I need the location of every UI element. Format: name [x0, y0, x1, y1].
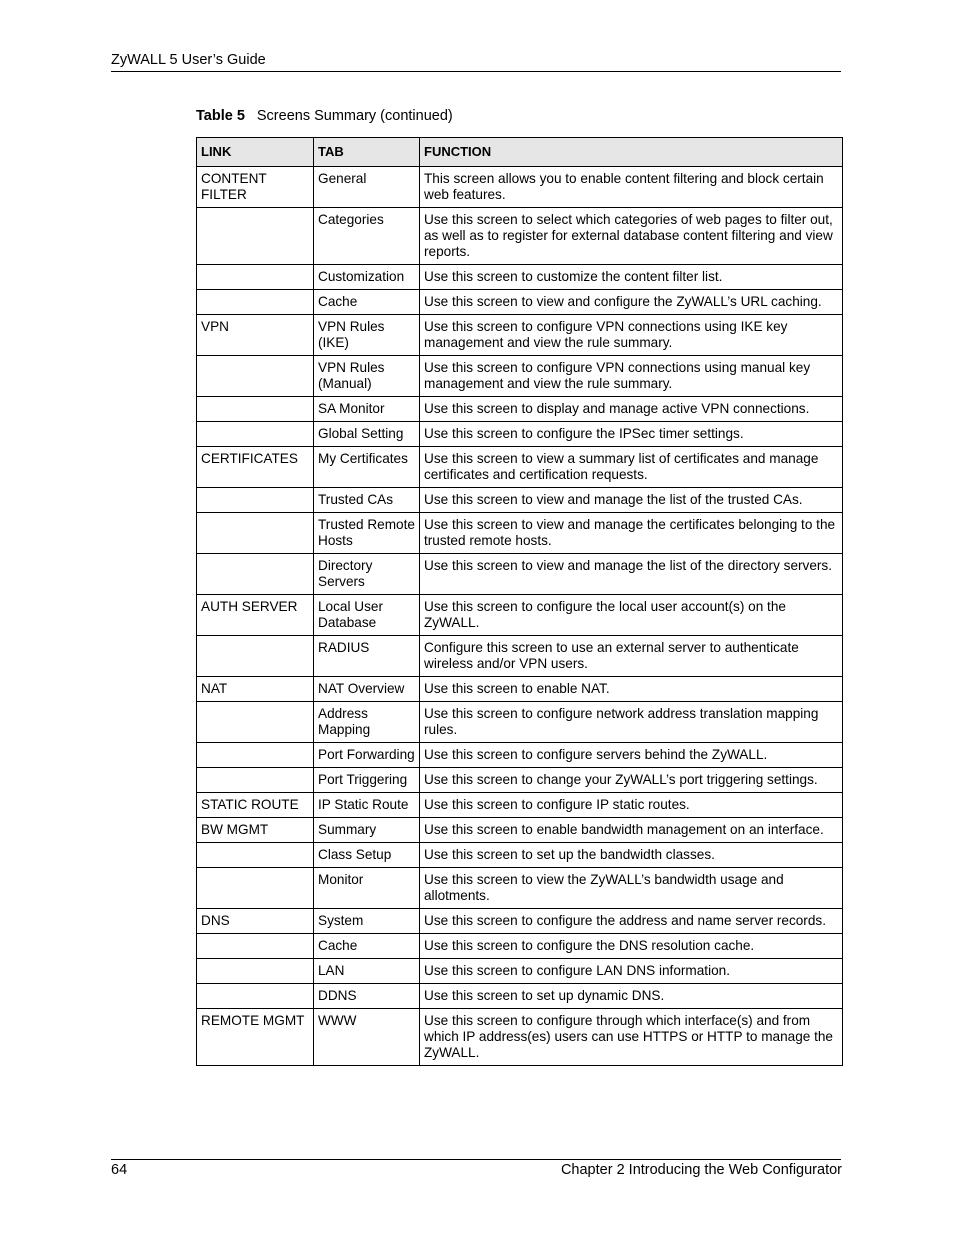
cell-tab: Categories: [314, 208, 420, 265]
cell-link: [197, 636, 314, 677]
cell-tab: VPN Rules (Manual): [314, 356, 420, 397]
cell-link: [197, 768, 314, 793]
table-body: [197, 167, 843, 1066]
cell-link: [197, 984, 314, 1009]
cell-function: This screen allows you to enable content filtering and block certain web features.: [420, 167, 843, 208]
cell-function: Use this screen to view and manage the list of the trusted CAs.: [420, 488, 843, 513]
cell-function: Use this screen to configure VPN connections using manual key management and view the rule summary.: [420, 356, 843, 397]
column-header-function: FUNCTION: [420, 138, 843, 167]
cell-function: Use this screen to view and configure the ZyWALL’s URL caching.: [420, 290, 843, 315]
cell-link: [197, 422, 314, 447]
cell-tab: Customization: [314, 265, 420, 290]
table-row: [197, 636, 843, 677]
cell-tab: LAN: [314, 959, 420, 984]
cell-function: Use this screen to view and manage the certificates belonging to the trusted remote hosts.: [420, 513, 843, 554]
cell-function: Use this screen to configure the address and name server records.: [420, 909, 843, 934]
cell-link: BW MGMT: [197, 818, 314, 843]
table-row: [197, 909, 843, 934]
cell-link: [197, 356, 314, 397]
table-row: [197, 595, 843, 636]
cell-link: REMOTE MGMT: [197, 1009, 314, 1066]
table-row: [197, 422, 843, 447]
table-row: [197, 397, 843, 422]
cell-function: Use this screen to configure IP static routes.: [420, 793, 843, 818]
cell-tab: Cache: [314, 290, 420, 315]
cell-link: [197, 843, 314, 868]
cell-tab: Port Triggering: [314, 768, 420, 793]
cell-function: Use this screen to select which categories of web pages to filter out, as well as to register for external database content filtering and view reports.: [420, 208, 843, 265]
cell-function: Use this screen to set up the bandwidth classes.: [420, 843, 843, 868]
cell-tab: IP Static Route: [314, 793, 420, 818]
cell-tab: Local User Database: [314, 595, 420, 636]
table-row: [197, 554, 843, 595]
table-row: [197, 488, 843, 513]
table-row: [197, 768, 843, 793]
cell-function: Use this screen to view and manage the list of the directory servers.: [420, 554, 843, 595]
screens-summary-table: [196, 137, 843, 1066]
cell-tab: System: [314, 909, 420, 934]
table-row: [197, 743, 843, 768]
cell-function: Use this screen to display and manage active VPN connections.: [420, 397, 843, 422]
cell-tab: NAT Overview: [314, 677, 420, 702]
cell-link: [197, 513, 314, 554]
cell-link: [197, 934, 314, 959]
cell-tab: VPN Rules (IKE): [314, 315, 420, 356]
cell-link: [197, 702, 314, 743]
table-row: [197, 934, 843, 959]
cell-tab: RADIUS: [314, 636, 420, 677]
cell-function: Use this screen to enable bandwidth management on an interface.: [420, 818, 843, 843]
running-header-title: ZyWALL 5 User’s Guide: [111, 52, 266, 68]
table-row: [197, 290, 843, 315]
cell-function: Use this screen to configure the DNS resolution cache.: [420, 934, 843, 959]
cell-link: [197, 397, 314, 422]
cell-function: Use this screen to view the ZyWALL’s bandwidth usage and allotments.: [420, 868, 843, 909]
cell-tab: Class Setup: [314, 843, 420, 868]
table-row: [197, 959, 843, 984]
table-row: [197, 265, 843, 290]
table-row: [197, 677, 843, 702]
table-row: [197, 356, 843, 397]
table-row: [197, 702, 843, 743]
cell-link: CONTENT FILTER: [197, 167, 314, 208]
cell-function: Use this screen to configure network address translation mapping rules.: [420, 702, 843, 743]
cell-tab: Trusted Remote Hosts: [314, 513, 420, 554]
cell-function: Use this screen to customize the content filter list.: [420, 265, 843, 290]
table-row: [197, 167, 843, 208]
table-caption: [196, 108, 453, 124]
chapter-title: Chapter 2 Introducing the Web Configurator: [560, 1162, 842, 1178]
cell-function: Use this screen to configure LAN DNS information.: [420, 959, 843, 984]
cell-tab: Summary: [314, 818, 420, 843]
cell-tab: SA Monitor: [314, 397, 420, 422]
cell-link: NAT: [197, 677, 314, 702]
cell-link: [197, 743, 314, 768]
cell-link: CERTIFICATES: [197, 447, 314, 488]
cell-function: Use this screen to configure servers behind the ZyWALL.: [420, 743, 843, 768]
table-row: [197, 315, 843, 356]
cell-link: AUTH SERVER: [197, 595, 314, 636]
cell-function: Use this screen to change your ZyWALL’s port triggering settings.: [420, 768, 843, 793]
cell-tab: Address Mapping: [314, 702, 420, 743]
cell-link: [197, 265, 314, 290]
cell-function: Use this screen to configure VPN connections using IKE key management and view the rule summary.: [420, 315, 843, 356]
cell-link: [197, 554, 314, 595]
table-caption-text: Screens Summary (continued): [256, 108, 453, 124]
cell-tab: DDNS: [314, 984, 420, 1009]
cell-tab: Port Forwarding: [314, 743, 420, 768]
cell-tab: Global Setting: [314, 422, 420, 447]
cell-function: Use this screen to set up dynamic DNS.: [420, 984, 843, 1009]
table-row: [197, 984, 843, 1009]
cell-link: [197, 868, 314, 909]
footer-divider: [111, 1159, 841, 1160]
table-row: [197, 818, 843, 843]
cell-tab: General: [314, 167, 420, 208]
column-header-link: LINK: [197, 138, 314, 167]
cell-function: Use this screen to enable NAT.: [420, 677, 843, 702]
table-row: [197, 868, 843, 909]
cell-function: Use this screen to configure through which interface(s) and from which IP address(es) users can use HTTPS or HTTP to manage the ZyWALL.: [420, 1009, 843, 1066]
cell-function: Use this screen to view a summary list of certificates and manage certificates and certification requests.: [420, 447, 843, 488]
table-row: [197, 1009, 843, 1066]
header-divider: [111, 71, 841, 72]
cell-link: [197, 959, 314, 984]
page-number: 64: [111, 1162, 128, 1178]
cell-tab: Cache: [314, 934, 420, 959]
cell-link: [197, 488, 314, 513]
table-row: [197, 208, 843, 265]
table-row: [197, 843, 843, 868]
cell-link: DNS: [197, 909, 314, 934]
cell-link: VPN: [197, 315, 314, 356]
cell-tab: Monitor: [314, 868, 420, 909]
cell-function: Use this screen to configure the IPSec timer settings.: [420, 422, 843, 447]
column-header-tab: TAB: [314, 138, 420, 167]
table-caption-label: Table 5: [196, 108, 245, 124]
cell-function: Use this screen to configure the local user account(s) on the ZyWALL.: [420, 595, 843, 636]
cell-link: [197, 208, 314, 265]
cell-link: [197, 290, 314, 315]
table-row: [197, 793, 843, 818]
cell-function: Configure this screen to use an external server to authenticate wireless and/or VPN users.: [420, 636, 843, 677]
table-header-row: [197, 138, 843, 167]
cell-tab: My Certificates: [314, 447, 420, 488]
cell-tab: Trusted CAs: [314, 488, 420, 513]
cell-link: STATIC ROUTE: [197, 793, 314, 818]
cell-tab: WWW: [314, 1009, 420, 1066]
cell-tab: Directory Servers: [314, 554, 420, 595]
table-row: [197, 447, 843, 488]
table-row: [197, 513, 843, 554]
